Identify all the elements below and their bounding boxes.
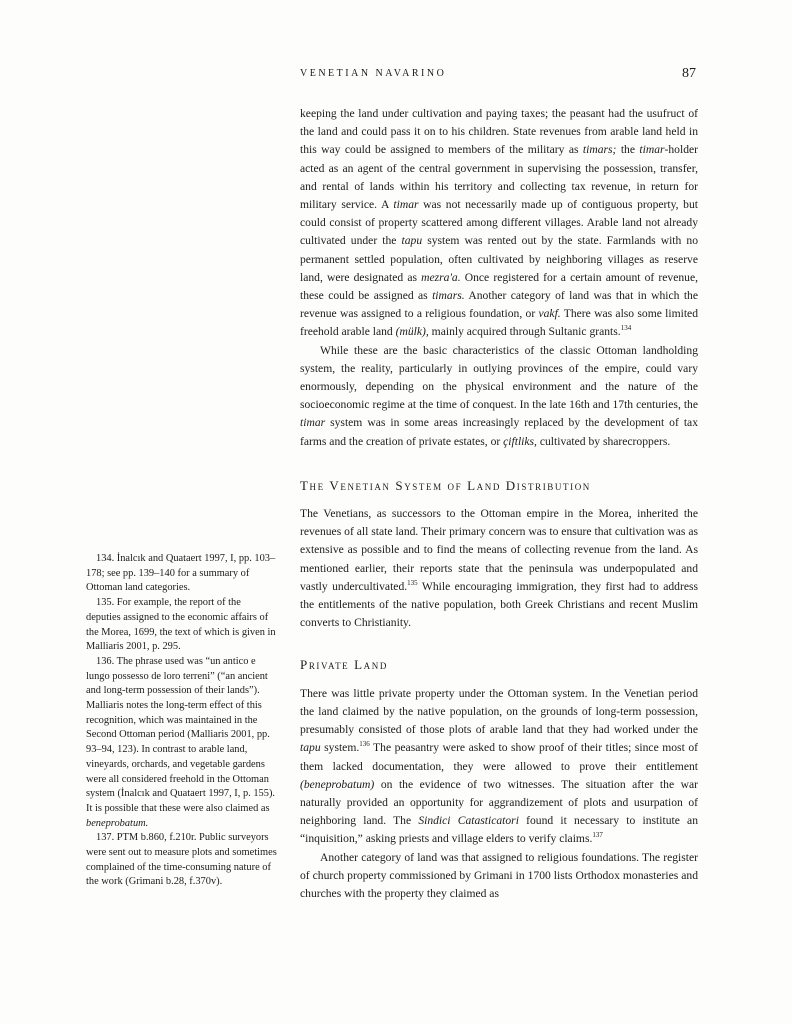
footnote-ref: 134 xyxy=(620,324,632,333)
footnote-134: 134. İnalcık and Quataert 1997, I, pp. 103–178; see pp. 139–140 for a summary of Ottoman land categories. xyxy=(86,553,276,594)
footnotes-column xyxy=(86,552,278,890)
page-number: 87 xyxy=(682,66,696,81)
footnote-ref: 137 xyxy=(592,831,603,840)
section-heading: The Venetian System of Land Distribution xyxy=(300,477,591,493)
footnote-136: 136. The phrase used was “un antico e lungo possesso de loro terreni” (“an ancient and long-term possession of their lands”). Malliaris notes the long-term effect of this recognition, which was maintained in the Second Ottoman period (Malliaris 2001, pp. 93–94, 123). In contrast to arable land, vineyards, orchards, and vegetable gardens were all considered freehold in the Ottoman system (İnalcık and Quataert 1997, I, p. 155). It is possible that these were also claimed as beneprobatum. xyxy=(86,655,275,829)
subsection-heading: Private Land xyxy=(300,657,388,673)
paragraph: keeping the land under cultivation and paying taxes; the peasant had the usufruct of the land and could pass it on to his children. State revenues from arable land held in this way could be assigned to members of the military as timars; the timar-holder acted as an agent of the central government in supervising the possession, transfer, and rental of lands within his territory and collecting tax revenue, in return for military service. A timar was not necessarily made up of contiguous property, but could consist of property scattered among different villages. Arable land not already cultivated under the tapu system was rented out by the state. Farmlands with no permanent settled population, often cultivated by neighboring villages as reserve land, were designated as mezra'a. Once registered for a certain amount of revenue, these could be assigned as timars. Another category of land was that in which the revenue was assigned to a religious foundation, or vakf. There was also some limited freehold arable land (mülk), mainly acquired through Sultanic grants.$^{134}$ xyxy=(300,107,698,339)
paragraph: There was little private property under the Ottoman system. In the Venetian period the land claimed by the native population, on the grounds of long-term possession, presumably consisted of those plots of arable land that they had worked under the tapu system.$^{136}$ The peasantry were asked to show proof of their titles; since most of them lacked documentation, they were allowed to prove their entitlement (beneprobatum) on the evidence of two witnesses. The situation after the war naturally provided an opportunity for aggrandizement of plots and usurpation of neighboring land. The Sindici Catasticatori found it necessary to institute an “inquisition,” asking priests and village elders to verify claims.$^{137}$ xyxy=(300,686,699,846)
footnote-135: 135. For example, the report of the deputies assigned to the economic affairs of the Morea, 1699, the text of which is given in Malliaris 2001, p. 295. xyxy=(86,597,276,653)
paragraph: While these are the basic characteristics of the classic Ottoman landholding system, the reality, particularly in outlying provinces of the empire, could vary enormously, depending on the physical environment and the nature of the socioeconomic regime at the time of conquest. In the late 16th and 17th centuries, the timar system was in some areas increasingly replaced by the development of tax farms and the creation of private estates, or çiftliks, cultivated by sharecroppers. xyxy=(300,343,698,448)
paragraph: Another category of land was that assigned to religious foundations. The register of church property commissioned by Grimani in 1700 lists Orthodox monasteries and churches with the property they claimed as xyxy=(300,850,698,900)
footnote-137: 137. PTM b.860, f.210r. Public surveyors were sent out to measure plots and sometimes complained of the time-consuming nature of the work (Grimani b.28, f.370v). xyxy=(86,832,277,888)
paragraph: The Venetians, as successors to the Ottoman empire in the Morea, inherited the revenues of all state land. Their primary concern was to ensure that cultivation was as extensive as possible and to find the means of collecting revenue from the land. As mentioned earlier, their reports state that the peninsula was underpopulated and vastly undercultivated.$^{135}$ While encouraging immigration, they first had to address the entitlements of the native population, both Greek Christians and recent Muslim converts to Christianity. xyxy=(300,507,698,630)
running-head: VENETIAN NAVARINO xyxy=(300,68,447,79)
footnote-ref: 135 xyxy=(407,578,418,587)
footnote-ref: 136 xyxy=(359,740,370,749)
main-text-column xyxy=(300,105,698,903)
